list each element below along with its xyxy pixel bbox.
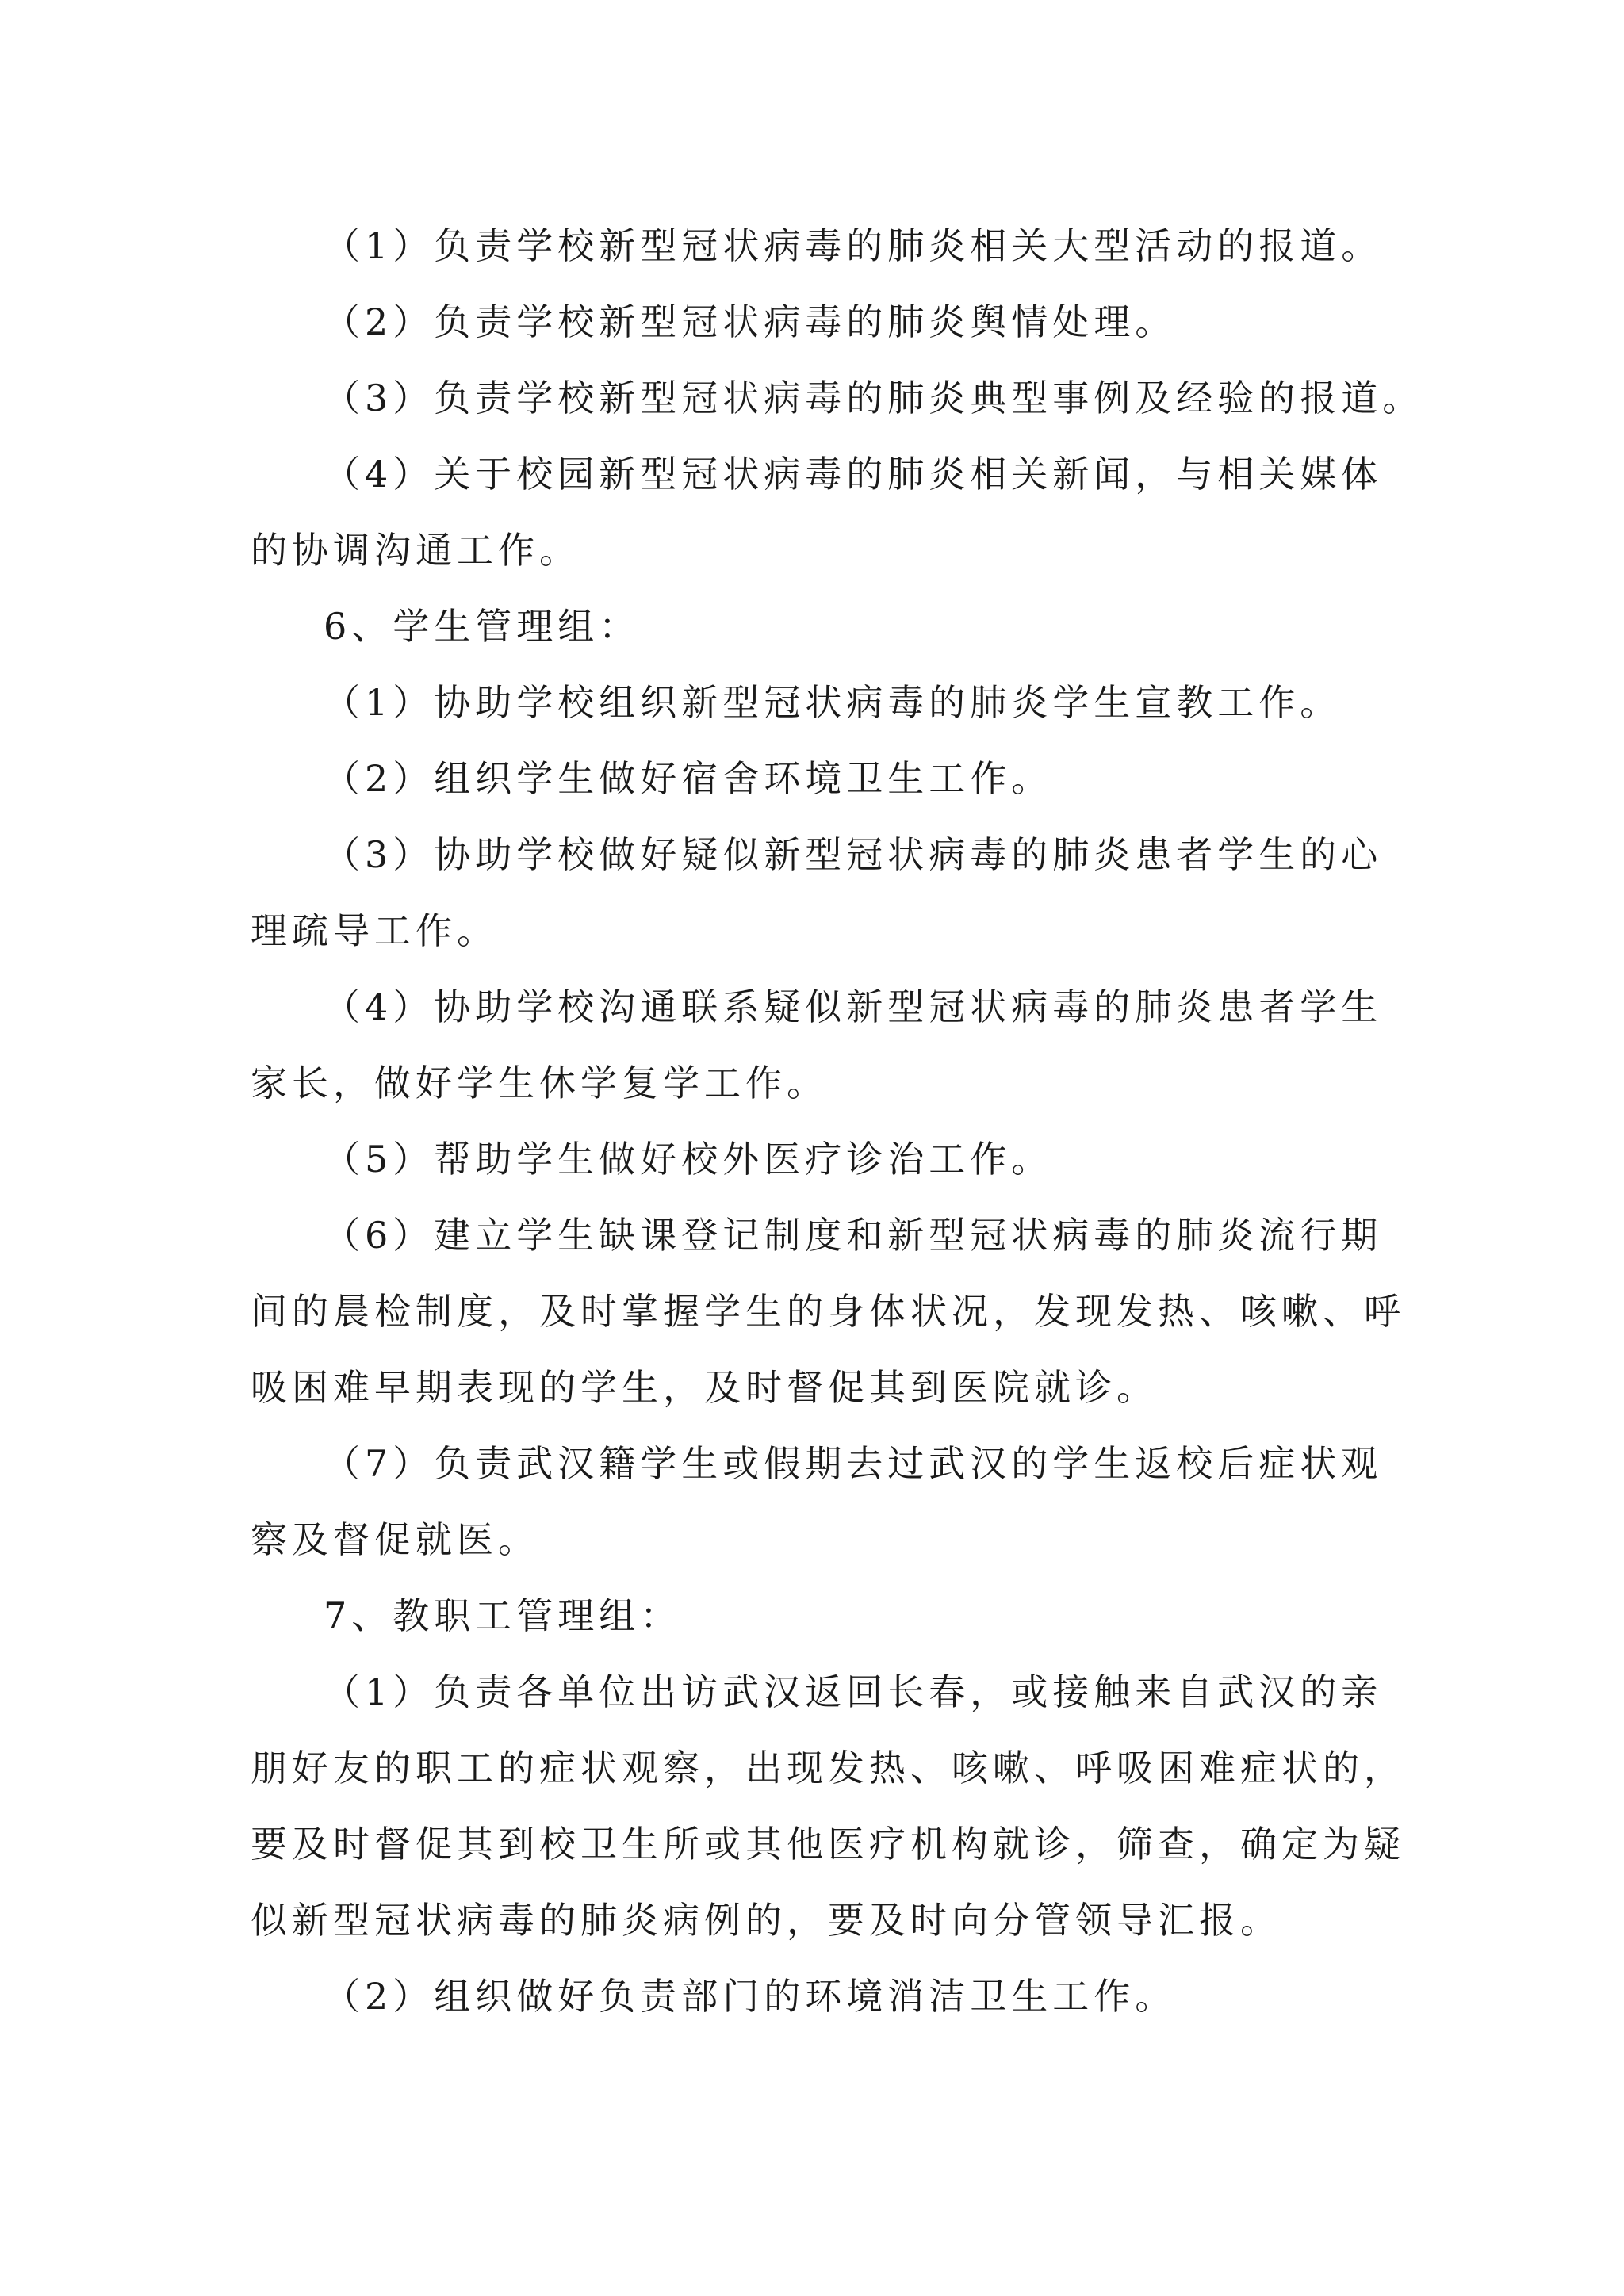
paragraph-line: （6）建立学生缺课登记制度和新型冠状病毒的肺炎流行期 <box>324 1214 1383 1257</box>
paragraph-line: 似新型冠状病毒的肺炎病例的，要及时向分管领导汇报。 <box>251 1899 1281 1942</box>
section-heading: 6、学生管理组： <box>324 605 641 648</box>
paragraph-line: （2）负责学校新型冠状病毒的肺炎舆情处理。 <box>324 300 1177 343</box>
paragraph-line: 的协调沟通工作。 <box>251 529 580 572</box>
paragraph-line: 间的晨检制度，及时掌握学生的身体状况，发现发热、咳嗽、呼 <box>251 1290 1405 1333</box>
document-body <box>251 208 1424 2034</box>
paragraph-line: （1）负责各单位出访武汉返回长春，或接触来自武汉的亲 <box>324 1670 1383 1713</box>
paragraph-line: 吸困难早期表现的学生，及时督促其到医院就诊。 <box>251 1366 1158 1409</box>
paragraph-line: 察及督促就医。 <box>251 1518 539 1561</box>
paragraph-line: 要及时督促其到校卫生所或其他医疗机构就诊，筛查，确定为疑 <box>251 1823 1405 1866</box>
paragraph-line: （5）帮助学生做好校外医疗诊治工作。 <box>324 1138 1053 1181</box>
paragraph-line: （3）负责学校新型冠状病毒的肺炎典型事例及经验的报道。 <box>324 377 1424 419</box>
paragraph-line: 家长，做好学生休学复学工作。 <box>251 1062 828 1104</box>
section-heading: 7、教职工管理组： <box>324 1594 682 1637</box>
paragraph-line: 朋好友的职工的症状观察，出现发热、咳嗽、呼吸困难症状的， <box>251 1747 1405 1789</box>
paragraph-line: （7）负责武汉籍学生或假期去过武汉的学生返校后症状观 <box>324 1442 1383 1485</box>
paragraph-line: （1）协助学校组织新型冠状病毒的肺炎学生宣教工作。 <box>324 681 1342 724</box>
paragraph-line: （2）组织做好负责部门的环境消洁卫生工作。 <box>324 1975 1177 2018</box>
paragraph-line: （4）协助学校沟通联系疑似新型冠状病毒的肺炎患者学生 <box>324 985 1383 1028</box>
paragraph-line: （3）协助学校做好疑似新型冠状病毒的肺炎患者学生的心 <box>324 833 1383 876</box>
paragraph-line: （1）负责学校新型冠状病毒的肺炎相关大型活动的报道。 <box>324 224 1383 267</box>
paragraph-line: （4）关于校园新型冠状病毒的肺炎相关新闻，与相关媒体 <box>324 453 1383 496</box>
paragraph-line: 理疏导工作。 <box>251 909 498 952</box>
paragraph-line: （2）组织学生做好宿舍环境卫生工作。 <box>324 757 1053 800</box>
